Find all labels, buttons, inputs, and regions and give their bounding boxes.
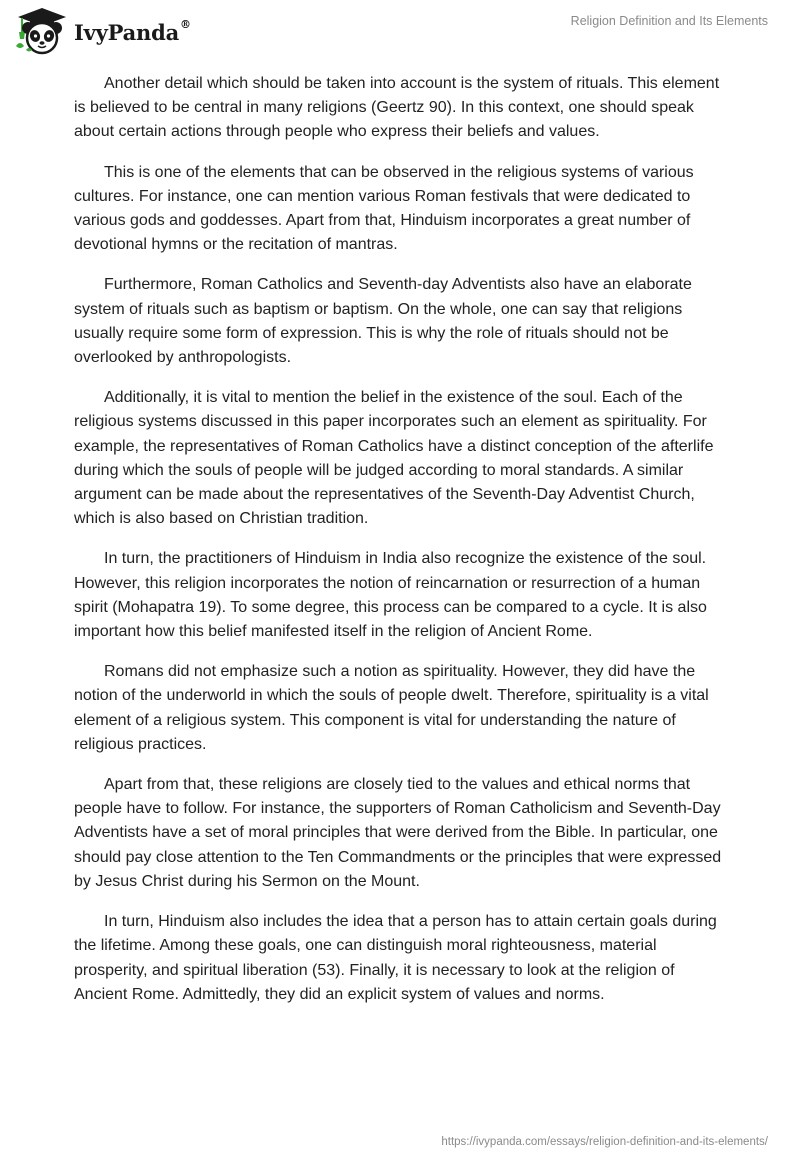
brand-logo[interactable]	[14, 6, 191, 56]
registered-mark: ®	[180, 17, 191, 31]
page-header	[0, 0, 800, 60]
paragraph: In turn, Hinduism also includes the idea that a person has to attain certain goals during the lifetime. Among these goals, one can distinguish moral righteousness, material prosperity, and spiritual liberation (53). Finally, it is necessary to look at the religion of Ancient Rome. Admittedly, they did an explicit system of values and norms.	[74, 913, 717, 1003]
paragraph: Romans did not emphasize such a notion as spirituality. However, they did have the notion of the underworld in which the souls of people dwelt. Therefore, spirituality is a vital element of a religious system. This component is vital for understanding the nature of religious practices.	[74, 663, 709, 753]
source-url[interactable]: https://ivypanda.com/essays/religion-definition-and-its-elements/	[441, 1136, 768, 1148]
essay-body	[74, 72, 730, 1023]
paragraph: In turn, the practitioners of Hinduism in India also recognize the existence of the soul. However, this religion incorporates the notion of reincarnation or resurrection of a human spirit (Mohapatra 19). To some degree, this process can be compared to a cycle. It is also important how this belief manifested itself in the religion of Ancient Rome.	[74, 550, 707, 641]
panda-graduate-icon	[14, 6, 70, 56]
document-title: Religion Definition and Its Elements	[570, 14, 768, 28]
paragraph: This is one of the elements that can be observed in the religious systems of various cultures. For instance, one can mention various Roman festivals that were dedicated to various gods and goddesses. Apart from that, Hinduism incorporates a great number of devotional hymns or the recitation of mantras.	[74, 163, 694, 254]
brand-name	[74, 17, 191, 45]
brand-name-text: IvyPanda	[74, 19, 180, 45]
paragraph: Apart from that, these religions are closely tied to the values and ethical norms that people have to follow. For instance, the supporters of Roman Catholicism and Seventh-Day Adventists have a set of moral principles that were derived from the Bible. In particular, one should pay close attention to the Ten Commandments or the principles that were expressed by Jesus Christ during his Sermon on the Mount.	[74, 776, 722, 890]
paragraph: Additionally, it is vital to mention the belief in the existence of the soul. Each of the religious systems discussed in this paper incorporates such an element as spirituality. For example, the representatives of Roman Catholics have a distinct conception of the afterlife during which the souls of people will be judged according to moral standards. A similar argument can be made about the representatives of the Seventh-Day Adventist Church, which is also based on Christian tradition.	[74, 389, 714, 528]
paragraph: Another detail which should be taken into account is the system of rituals. This element is believed to be central in many religions (Geertz 90). In this context, one should speak about certain actions through people who express their beliefs and values.	[74, 75, 720, 141]
paragraph: Furthermore, Roman Catholics and Seventh-day Adventists also have an elaborate system of rituals such as baptism or baptism. On the whole, one can say that religions usually require some form of expression. This is why the role of rituals should not be overlooked by anthropologists.	[74, 276, 692, 367]
